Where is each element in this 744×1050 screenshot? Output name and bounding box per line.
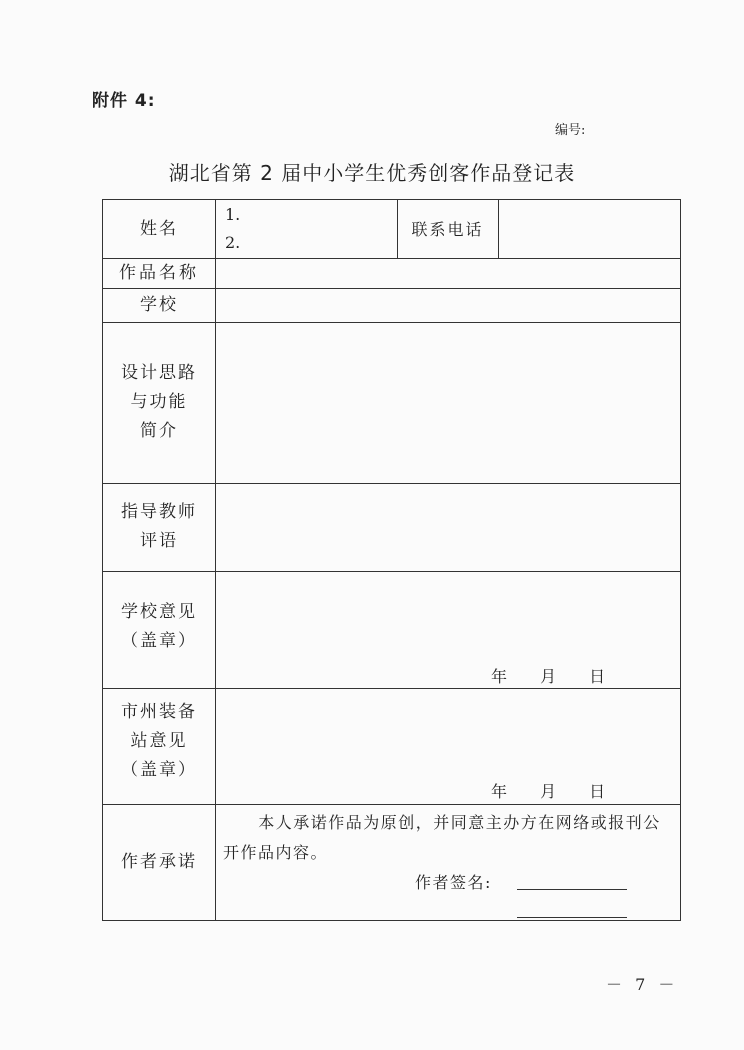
name-entry-2[interactable]: 2. — [225, 233, 241, 252]
name-entry-1[interactable]: 1. — [225, 205, 241, 224]
school-opinion-line-1: 学校意见 — [121, 601, 197, 622]
design-description-field[interactable] — [216, 323, 680, 483]
school-opinion-label — [103, 571, 215, 688]
registration-form-table — [102, 199, 681, 921]
name-label: 姓名 — [140, 218, 178, 239]
author-signature-line[interactable] — [517, 889, 627, 890]
author-pledge-text: 本人承诺作品为原创，并同意主办方在网络或报刊公开作品内容。 — [223, 813, 661, 862]
teacher-comment-field[interactable] — [216, 484, 680, 571]
teacher-label-line-1: 指导教师 — [121, 502, 197, 522]
author-pledge-label: 作者承诺 — [121, 851, 197, 872]
author-signature-line-2[interactable] — [517, 917, 627, 918]
design-label-line-3: 简介 — [140, 421, 178, 441]
school-label: 学校 — [140, 294, 178, 315]
attachment-label: 附件 4: — [92, 91, 156, 111]
phone-field[interactable] — [499, 200, 679, 258]
city-station-opinion-field[interactable] — [216, 689, 680, 804]
city-opinion-line-3: （盖章） — [121, 759, 197, 780]
city-opinion-line-2: 站意见 — [130, 730, 188, 751]
design-label-line-1: 设计思路 — [121, 363, 197, 383]
city-opinion-date: 年 月 日 — [491, 782, 606, 801]
work-name-field[interactable] — [216, 259, 680, 288]
page-number: － 7 － — [606, 975, 679, 994]
school-opinion-date: 年 月 日 — [491, 667, 606, 686]
design-description-label — [103, 322, 215, 483]
form-title: 湖北省第 2 届中小学生优秀创客作品登记表 — [168, 161, 576, 185]
school-opinion-field[interactable] — [216, 572, 680, 688]
teacher-label-line-2: 评语 — [140, 531, 178, 551]
author-signature-label: 作者签名: — [415, 873, 492, 892]
city-opinion-line-1: 市州装备 — [121, 701, 197, 722]
work-name-label: 作品名称 — [119, 262, 199, 283]
phone-label: 联系电话 — [411, 219, 484, 239]
school-field[interactable] — [216, 289, 680, 322]
teacher-comment-label — [103, 483, 215, 571]
design-label-line-2: 与功能 — [130, 392, 188, 412]
serial-number-label: 编号: — [555, 123, 586, 138]
city-station-opinion-label — [103, 688, 215, 804]
school-opinion-line-2: （盖章） — [121, 630, 197, 651]
